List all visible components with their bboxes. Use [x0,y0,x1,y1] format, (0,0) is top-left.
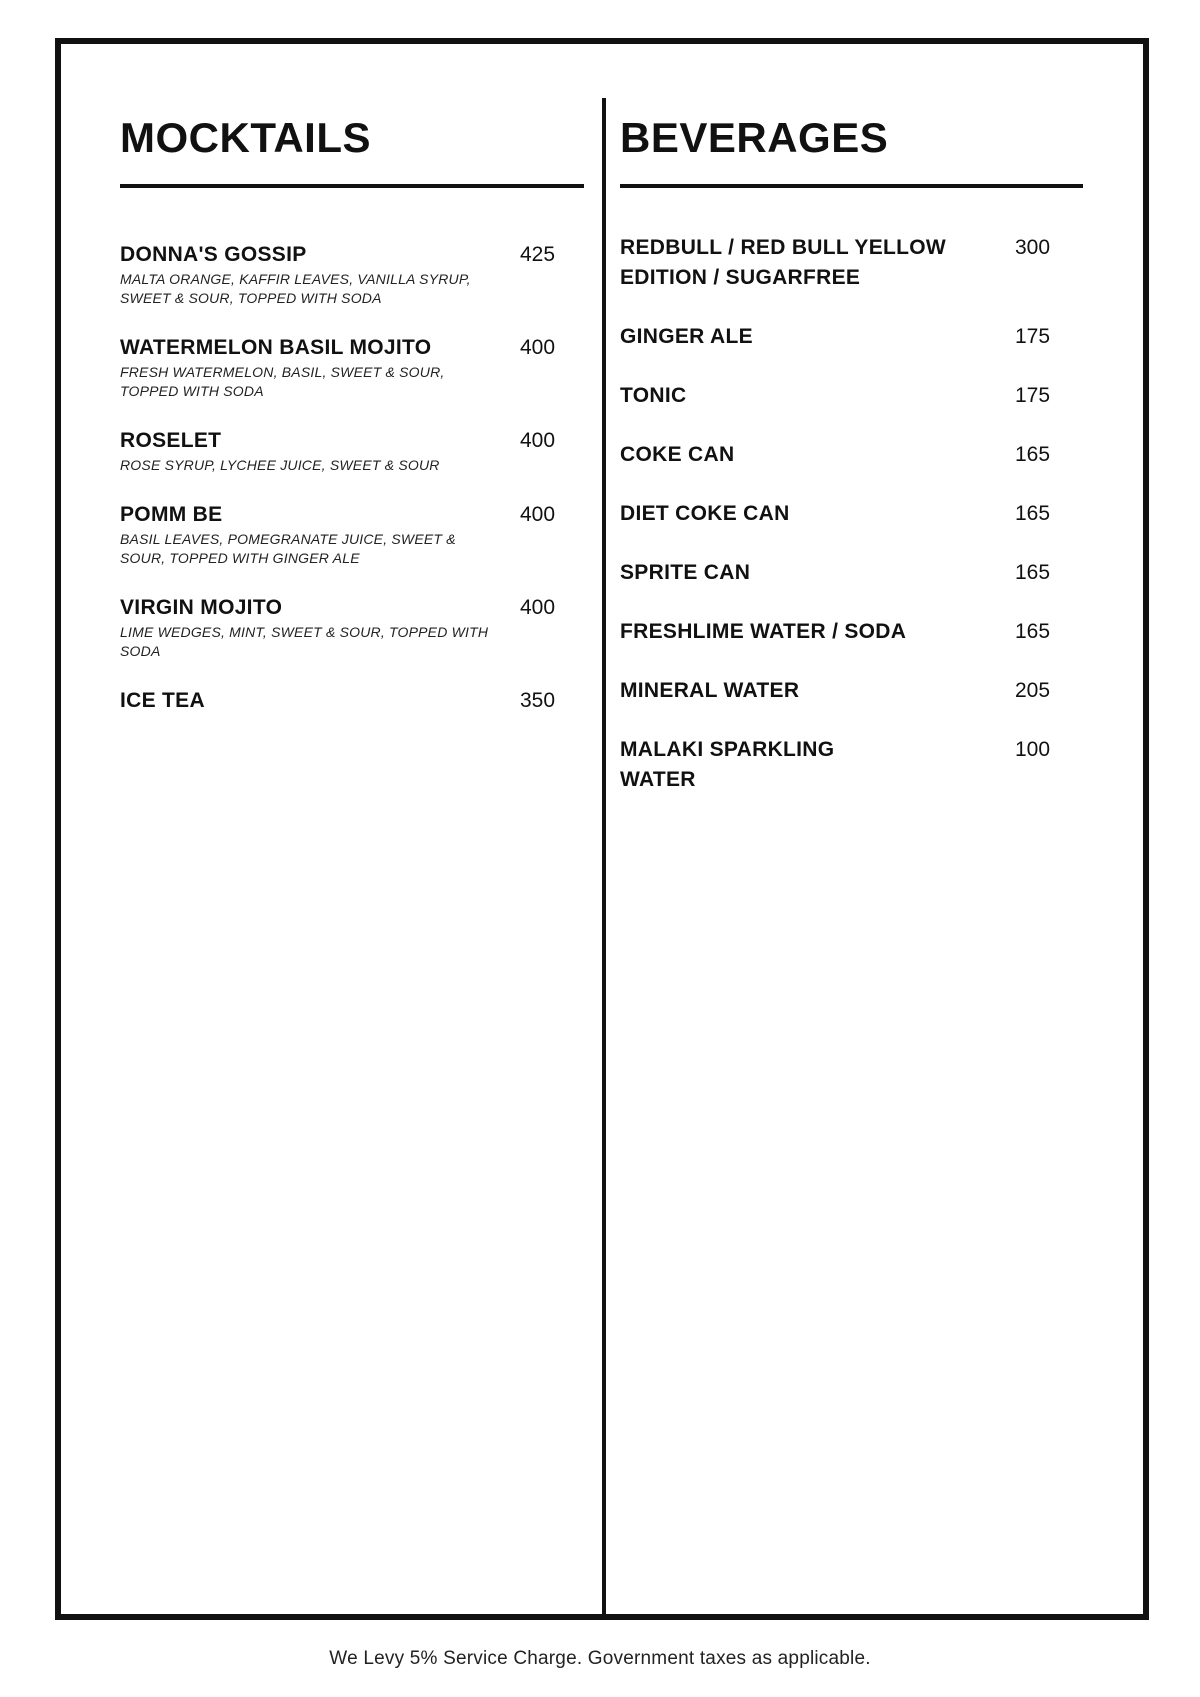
item-description: MALTA ORANGE, KAFFIR LEAVES, VANILLA SYRUP, SWEET & SOUR, TOPPED WITH SODA [120,271,471,306]
item-description: BASIL LEAVES, POMEGRANATE JUICE, SWEET & SOUR, TOPPED WITH GINGER ALE [120,531,456,566]
item-price: 205 [1015,679,1051,702]
service-charge-note: We Levy 5% Service Charge. Government taxes as applicable. [329,1648,871,1669]
menu-item [120,426,584,475]
item-description: LIME WEDGES, MINT, SWEET & SOUR, TOPPED WITH SODA [120,624,489,659]
menu-item [120,593,584,661]
item-name: WATERMELON BASIL MOJITO [120,336,432,359]
item-price: 350 [520,689,556,712]
item-price: 100 [1015,738,1051,761]
menu-item [120,240,584,308]
menu-item [120,333,584,401]
item-price: 175 [1015,325,1051,348]
item-name: MALAKI SPARKLING WATER [620,738,835,791]
menu-item [620,676,1083,706]
item-price: 175 [1015,384,1051,407]
item-description: ROSE SYRUP, LYCHEE JUICE, SWEET & SOUR [120,457,440,473]
item-price: 165 [1015,443,1051,466]
menu-item [620,617,1083,647]
menu-item [620,233,1083,293]
item-name: VIRGIN MOJITO [120,596,283,619]
menu-item [620,381,1083,411]
item-name: TONIC [620,384,687,407]
item-price: 165 [1015,502,1051,525]
menu-item [620,735,1083,795]
beverages-section [620,112,1083,795]
item-name: MINERAL WATER [620,679,800,702]
item-name: DIET COKE CAN [620,502,790,525]
menu-item [620,558,1083,588]
menu-item [120,500,584,568]
beverages-heading: BEVERAGES [620,114,889,161]
item-name: REDBULL / RED BULL YELLOW EDITION / SUGARFREE [620,236,947,289]
menu-item [620,322,1083,352]
item-name: GINGER ALE [620,325,753,348]
item-price: 400 [520,503,556,526]
menu-item [620,440,1083,470]
item-name: SPRITE CAN [620,561,751,584]
item-name: POMM BE [120,503,223,526]
item-name: COKE CAN [620,443,735,466]
mocktails-section [120,112,584,716]
item-name: ROSELET [120,429,222,452]
item-price: 165 [1015,561,1051,584]
item-name: FRESHLIME WATER / SODA [620,620,907,643]
item-price: 425 [520,243,556,266]
item-price: 300 [1015,236,1051,259]
beverages-heading-rule [620,184,1083,188]
menu-item [120,686,584,716]
mocktails-heading: MOCKTAILS [120,114,372,161]
column-divider [602,98,606,1616]
item-price: 165 [1015,620,1051,643]
item-price: 400 [520,336,556,359]
item-name: ICE TEA [120,689,205,712]
mocktails-heading-rule [120,184,584,188]
item-description: FRESH WATERMELON, BASIL, SWEET & SOUR, TOPPED WITH SODA [120,364,445,399]
menu-item [620,499,1083,529]
item-price: 400 [520,596,556,619]
item-name: DONNA'S GOSSIP [120,243,307,266]
item-price: 400 [520,429,556,452]
